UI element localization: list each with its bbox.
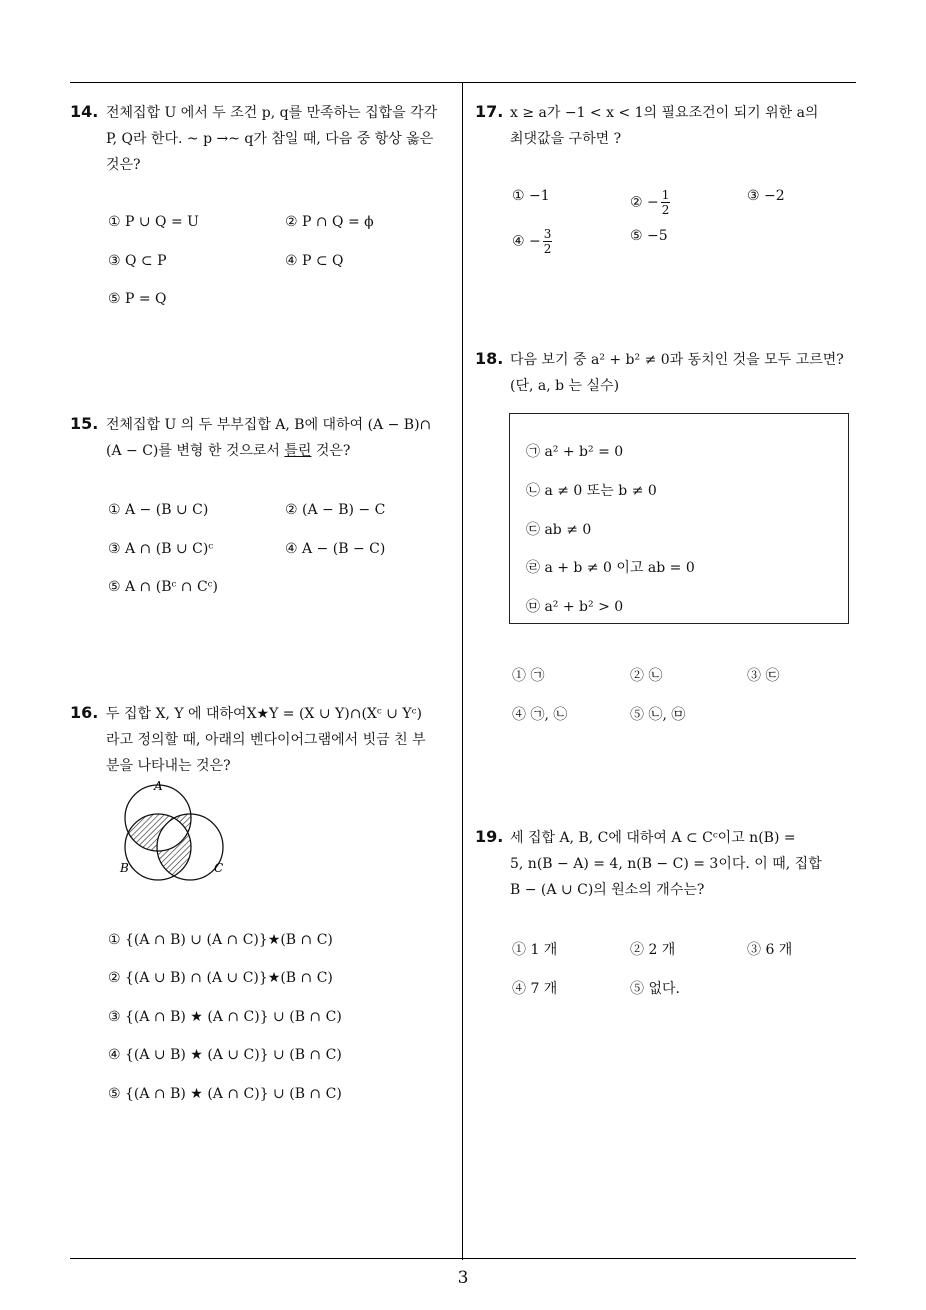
box-item: ㉠ a² + b² = 0 (526, 444, 624, 460)
question-text-line: 분을 나타내는 것은? (106, 758, 231, 774)
option-1[interactable]: ① ㉠ (512, 668, 545, 684)
fraction-denominator: 2 (543, 242, 552, 256)
option-3[interactable]: ③ ㉢ (747, 668, 780, 684)
column-divider (462, 82, 463, 1260)
option-3[interactable]: ③ −2 (747, 188, 785, 204)
option-4[interactable]: ④ A − (B − C) (285, 541, 386, 557)
question-text-line: 최댓값을 구하면 ? (510, 131, 622, 147)
option-5[interactable]: ⑤ 없다. (630, 981, 680, 997)
option-4[interactable]: ④ ㉠, ㉡ (512, 707, 568, 723)
option-5[interactable]: ⑤ {(A ∩ B) ★ (A ∩ C)} ∪ (B ∩ C) (108, 1086, 342, 1102)
question-text-line: (단, a, b 는 실수) (510, 378, 620, 394)
venn-diagram (110, 778, 230, 888)
option-5[interactable]: ⑤ −5 (630, 228, 668, 244)
option-3[interactable]: ③ {(A ∩ B) ★ (A ∩ C)} ∪ (B ∩ C) (108, 1009, 342, 1025)
option-5[interactable]: ⑤ A ∩ (Bᶜ ∩ Cᶜ) (108, 579, 218, 595)
option-1[interactable]: ① 1 개 (512, 942, 558, 958)
choices-box (509, 413, 849, 624)
option-2[interactable]: ② P ∩ Q = ϕ (285, 214, 374, 230)
option-5[interactable]: ⑤ P = Q (108, 291, 167, 307)
question-text-line: 다음 보기 중 a² + b² ≠ 0과 동치인 것을 모두 고르면? (510, 352, 844, 368)
option-5[interactable]: ⑤ ㉡, ㉤ (630, 707, 686, 723)
question-text-line: P, Q라 한다. ~ p →~ q가 참일 때, 다음 중 항상 옳은 (106, 131, 434, 147)
question-number: 16. (70, 703, 99, 722)
option-2[interactable]: ② {(A ∪ B) ∩ (A ∪ C)}★(B ∩ C) (108, 970, 333, 986)
option-3[interactable]: ③ A ∩ (B ∪ C)ᶜ (108, 541, 214, 557)
option-prefix: ④ − (512, 233, 541, 250)
label-a: A (154, 779, 163, 793)
question-text-line: 것은? (106, 157, 141, 173)
question-text-line: B − (A ∪ C)의 원소의 개수는? (510, 882, 705, 898)
question-number: 19. (475, 827, 504, 846)
option-1[interactable]: ① P ∪ Q = U (108, 214, 199, 230)
option-3[interactable]: ③ Q ⊂ P (108, 253, 167, 269)
question-text-line: 세 집합 A, B, C에 대하여 A ⊂ Cᶜ이고 n(B) = (510, 830, 796, 846)
question-number: 18. (475, 349, 504, 368)
option-4[interactable]: ④ {(A ∪ B) ★ (A ∪ C)} ∪ (B ∩ C) (108, 1047, 342, 1063)
page-number: 3 (457, 1268, 469, 1288)
box-item: ㉢ ab ≠ 0 (526, 522, 592, 538)
top-rule (70, 82, 856, 83)
option-4[interactable]: ④ 7 개 (512, 981, 558, 997)
option-1[interactable]: ① {(A ∩ B) ∪ (A ∩ C)}★(B ∩ C) (108, 932, 333, 948)
fraction-numerator: 1 (661, 188, 670, 202)
bottom-rule (70, 1258, 856, 1259)
option-2[interactable]: ② ㉡ (630, 668, 663, 684)
option-4[interactable] (512, 227, 552, 256)
question-text-segment: 것은? (311, 443, 351, 459)
fraction-numerator: 3 (543, 227, 552, 241)
question-text-line: 전체집합 U 의 두 부부집합 A, B에 대하여 (A − B)∩ (106, 417, 432, 433)
question-text-line: 두 집합 X, Y 에 대하여X★Y = (X ∪ Y)∩(Xᶜ ∪ Yᶜ) (106, 706, 422, 722)
fraction (661, 188, 671, 217)
option-1[interactable]: ① A − (B ∪ C) (108, 502, 209, 518)
question-text-line (106, 438, 456, 464)
fraction-denominator: 2 (661, 203, 670, 217)
question-number: 17. (475, 102, 504, 121)
question-text-line: 5, n(B − A) = 4, n(B − C) = 3이다. 이 때, 집합 (510, 856, 822, 872)
question-text-segment: (A − C)를 변형 한 것으로서 (106, 443, 285, 459)
question-text-line: x ≥ a가 −1 < x < 1의 필요조건이 되기 위한 a의 (510, 105, 819, 121)
option-2[interactable]: ② 2 개 (630, 942, 676, 958)
label-b: B (120, 861, 129, 875)
label-c: C (214, 861, 224, 875)
question-number: 15. (70, 414, 99, 433)
option-1[interactable]: ① −1 (512, 188, 550, 204)
option-3[interactable]: ③ 6 개 (747, 942, 793, 958)
option-2[interactable] (630, 188, 670, 217)
box-item: ㉤ a² + b² > 0 (526, 599, 624, 615)
underlined-word: 틀린 (284, 443, 312, 459)
box-item: ㉣ a + b ≠ 0 이고 ab = 0 (526, 560, 695, 576)
option-prefix: ② − (630, 194, 659, 211)
option-4[interactable]: ④ P ⊂ Q (285, 253, 344, 269)
option-2[interactable]: ② (A − B) − C (285, 502, 386, 518)
box-item: ㉡ a ≠ 0 또는 b ≠ 0 (526, 483, 657, 499)
question-text-line: 전체집합 U 에서 두 조건 p, q를 만족하는 집합을 각각 (106, 105, 438, 121)
fraction (543, 227, 553, 256)
question-number: 14. (70, 102, 99, 121)
question-text-line: 라고 정의할 때, 아래의 벤다이어그램에서 빗금 친 부 (106, 732, 426, 748)
